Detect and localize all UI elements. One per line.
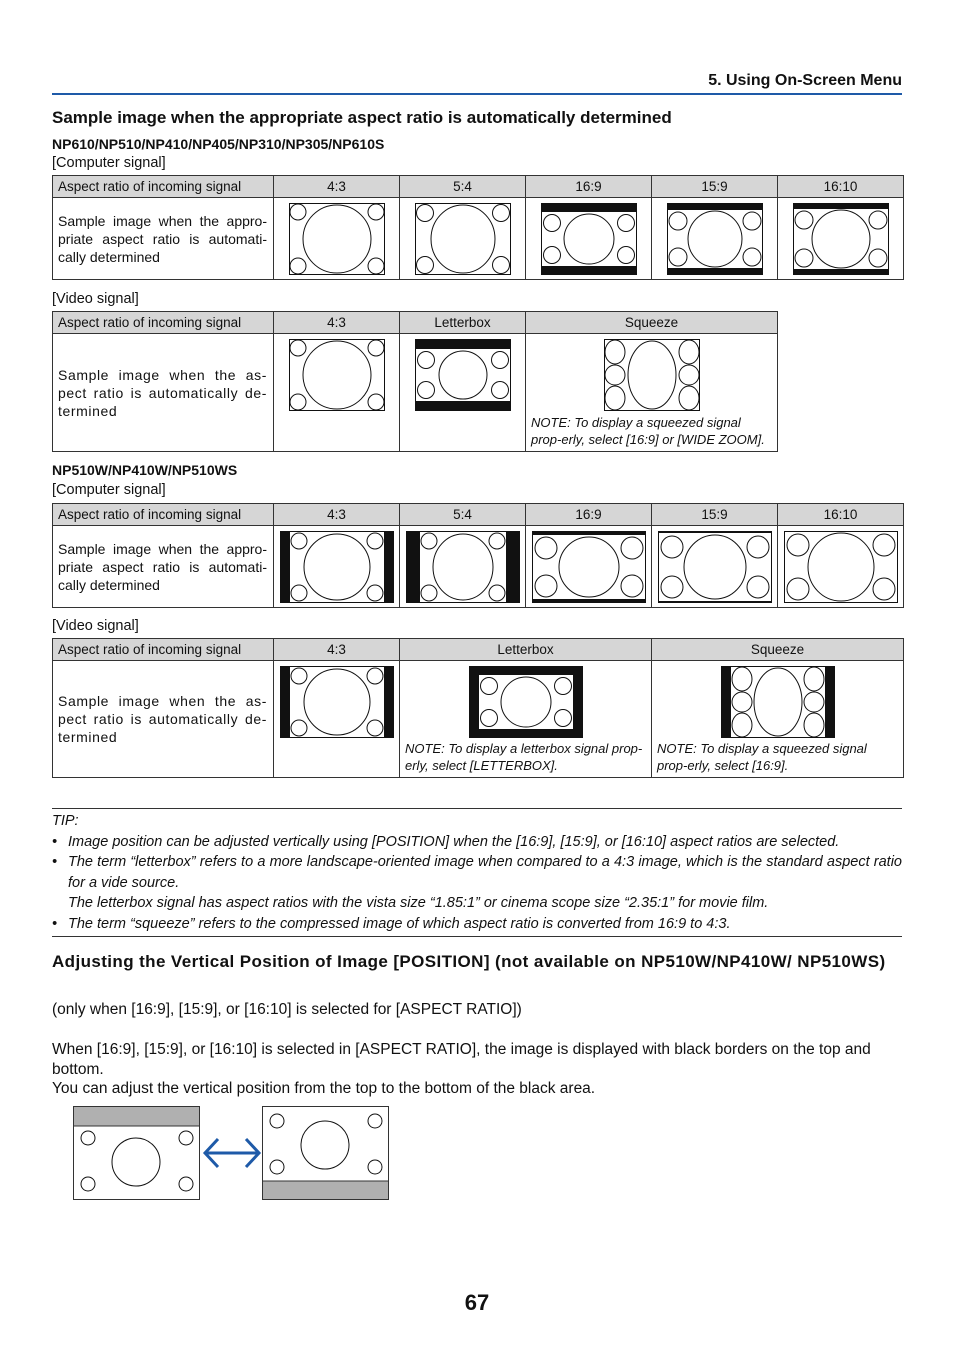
sample-image-4-3 bbox=[280, 666, 394, 738]
sample-cell bbox=[652, 526, 778, 608]
sample-cell bbox=[526, 334, 778, 452]
group2-video-label: [Video signal] bbox=[52, 618, 139, 634]
tip-item: • The term “letterbox” refers to a more landscape-oriented image when compared to a 4:3 image, which is the standard aspect ratio for a vide source. bbox=[52, 852, 902, 893]
position-para2: You can adjust the vertical position from the top to the bottom of the black area. bbox=[52, 1080, 596, 1097]
sample-cell bbox=[274, 661, 400, 778]
sample-cell bbox=[400, 526, 526, 608]
group1-computer-table bbox=[52, 175, 904, 280]
group2-video-table bbox=[52, 638, 904, 778]
sample-image-16-9 bbox=[541, 203, 637, 275]
letterbox-note: NOTE: To display a letterbox signal prop-erly, select [LETTERBOX]. bbox=[405, 741, 643, 773]
header-cell: Letterbox bbox=[400, 639, 652, 661]
section-header: 5. Using On-Screen Menu bbox=[708, 72, 902, 89]
tip-label: TIP: bbox=[52, 813, 79, 829]
sample-image-4-3 bbox=[289, 203, 385, 275]
bullet: • bbox=[52, 854, 58, 870]
sample-image-16-10 bbox=[793, 203, 889, 275]
double-arrow-icon bbox=[205, 1139, 259, 1167]
header-cell: 4:3 bbox=[274, 639, 400, 661]
bullet: • bbox=[52, 833, 58, 850]
header-cell: Aspect ratio of incoming signal bbox=[53, 504, 274, 526]
position-note: (only when [16:9], [15:9], or [16:10] is selected for [ASPECT RATIO]) bbox=[52, 1001, 522, 1018]
sample-cell bbox=[400, 661, 652, 778]
group1-video-table bbox=[52, 311, 778, 452]
sample-image-squeeze bbox=[721, 666, 835, 738]
squeeze-note: NOTE: To display a squeezed signal prop-erly, select [16:9] or [WIDE ZOOM]. bbox=[531, 415, 765, 447]
group1-computer-label: [Computer signal] bbox=[52, 155, 166, 171]
position-diagram bbox=[72, 1105, 392, 1203]
tip-continuation: The letterbox signal has aspect ratios with the vista size “1.85:1” or cinema scope size “2.35:1” for movie film. bbox=[68, 895, 769, 911]
bullet: • bbox=[52, 915, 58, 932]
sample-cell bbox=[274, 198, 400, 280]
sample-image-15-9 bbox=[667, 203, 763, 275]
sample-image-letterbox bbox=[415, 339, 511, 411]
header-cell: Aspect ratio of incoming signal bbox=[53, 639, 274, 661]
group2-models: NP510W/NP410W/NP510WS bbox=[52, 462, 238, 478]
sample-image-16-10 bbox=[784, 531, 898, 603]
row-description: Sample image when the appro-priate aspect ratio is automati-cally determined bbox=[53, 526, 274, 608]
header-cell: Squeeze bbox=[652, 639, 904, 661]
header-cell: 4:3 bbox=[274, 312, 400, 334]
position-bottom-image bbox=[263, 1107, 389, 1200]
header-cell: 15:9 bbox=[652, 504, 778, 526]
page-number: 67 bbox=[464, 1290, 490, 1315]
sample-cell bbox=[526, 198, 652, 280]
tip-item: • Image position can be adjusted vertically using [POSITION] when the [16:9], [15:9], or [16:10] aspect ratios are selected. bbox=[52, 832, 902, 853]
header-cell: 16:10 bbox=[778, 504, 904, 526]
header-cell: 16:9 bbox=[526, 176, 652, 198]
header-rule bbox=[52, 93, 902, 95]
header-cell: Aspect ratio of incoming signal bbox=[53, 176, 274, 198]
header-cell: 4:3 bbox=[274, 176, 400, 198]
sample-cell bbox=[778, 198, 904, 280]
sample-image-5-4 bbox=[406, 531, 520, 603]
sample-cell bbox=[778, 526, 904, 608]
sample-cell bbox=[400, 334, 526, 452]
sample-cell bbox=[652, 661, 904, 778]
sample-image-4-3 bbox=[289, 339, 385, 411]
sample-cell bbox=[274, 334, 400, 452]
group2-computer-table bbox=[52, 503, 904, 608]
sample-image-16-9 bbox=[532, 531, 646, 603]
header-cell: Aspect ratio of incoming signal bbox=[53, 312, 274, 334]
sample-image-4-3 bbox=[280, 531, 394, 603]
sample-cell bbox=[400, 198, 526, 280]
sample-cell bbox=[526, 526, 652, 608]
sample-cell bbox=[652, 198, 778, 280]
position-para1: When [16:9], [15:9], or [16:10] is selected in [ASPECT RATIO], the image is displayed with black borders on the top and bottom. bbox=[52, 1041, 871, 1078]
header-cell: 16:10 bbox=[778, 176, 904, 198]
header-cell: 15:9 bbox=[652, 176, 778, 198]
sample-image-5-4 bbox=[415, 203, 511, 275]
header-cell: 4:3 bbox=[274, 504, 400, 526]
position-top-image bbox=[74, 1107, 200, 1200]
row-description: Sample image when the as-pect ratio is automatically de-termined bbox=[53, 334, 274, 452]
header-cell: 16:9 bbox=[526, 504, 652, 526]
sample-image-letterbox bbox=[469, 666, 583, 738]
group1-models: NP610/NP510/NP410/NP405/NP310/NP305/NP610S bbox=[52, 136, 385, 152]
squeeze-note: NOTE: To display a squeezed signal prop-erly, select [16:9]. bbox=[657, 741, 867, 773]
sample-cell bbox=[274, 526, 400, 608]
position-title: Adjusting the Vertical Position of Image [POSITION] (not available on NP510W/NP410W/ NP510WS) bbox=[52, 952, 886, 971]
header-cell: 5:4 bbox=[400, 176, 526, 198]
sample-image-squeeze bbox=[604, 339, 700, 411]
group1-video-label: [Video signal] bbox=[52, 291, 139, 307]
sample-image-15-9 bbox=[658, 531, 772, 603]
row-description: Sample image when the as-pect ratio is automatically de-termined bbox=[53, 661, 274, 778]
header-cell: Letterbox bbox=[400, 312, 526, 334]
group2-computer-label: [Computer signal] bbox=[52, 482, 166, 498]
tip-item: • The term “squeeze” refers to the compressed image of which aspect ratio is converted from 16:9 to 4:3. bbox=[52, 914, 902, 935]
header-cell: 5:4 bbox=[400, 504, 526, 526]
header-cell: Squeeze bbox=[526, 312, 778, 334]
row-description: Sample image when the appro-priate aspect ratio is automati-cally determined bbox=[53, 198, 274, 280]
tip-box bbox=[52, 808, 902, 937]
page-title: Sample image when the appropriate aspect ratio is automatically determined bbox=[52, 108, 672, 127]
